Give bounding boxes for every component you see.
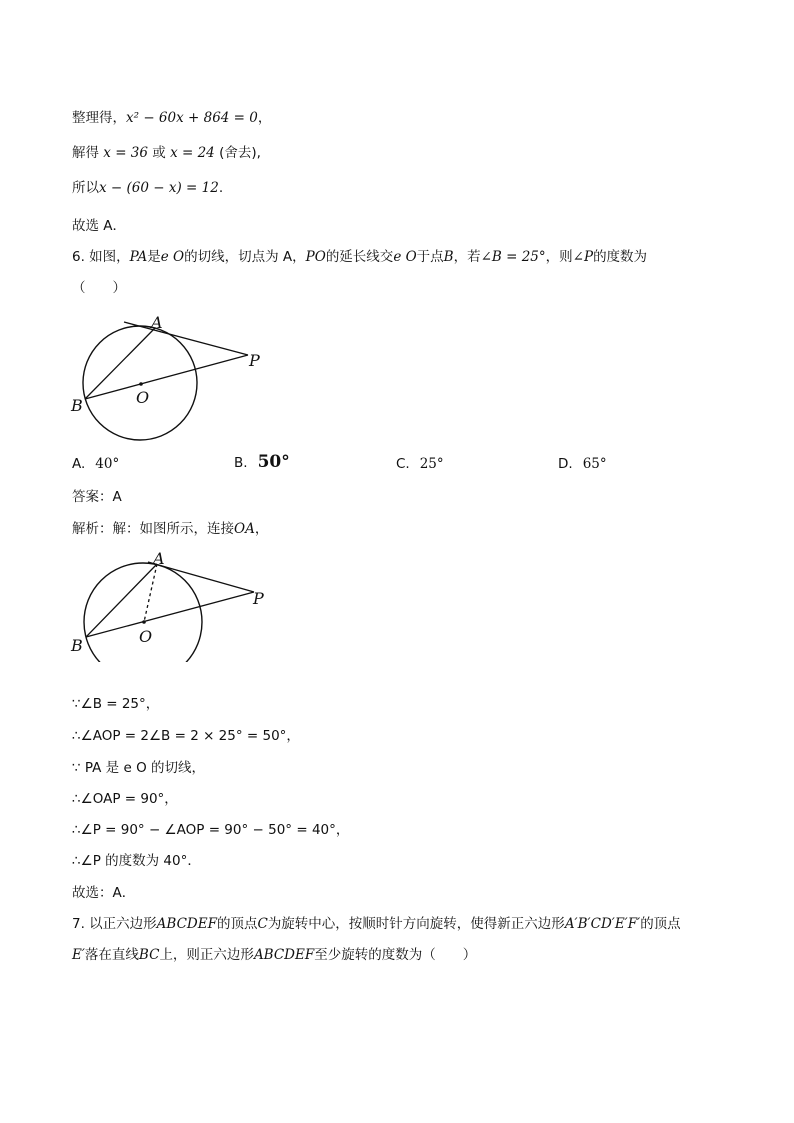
text: 或 [152, 145, 166, 161]
text: 的切线，切点为 A， [184, 249, 306, 265]
equation: x − (60 − x) = 12 [99, 180, 219, 196]
label-p: P [249, 351, 260, 370]
label-b: B [71, 396, 83, 415]
solution-line-roots [72, 143, 261, 163]
analysis-step-4: ∴∠OAP = 90°， [72, 791, 178, 807]
analysis-step-2: ∴∠AOP = 2∠B = 2 × 25° = 50°， [72, 728, 300, 744]
analysis-step-6: ∴∠P 的度数为 40°． [72, 853, 201, 869]
text: 的顶点 [216, 916, 258, 932]
math: e O [393, 249, 417, 265]
text: 上，则正六边形 [159, 947, 254, 963]
text: 的延长线交 [325, 249, 394, 265]
text: ， [257, 110, 272, 126]
option-value: 65° [582, 456, 607, 472]
option-b[interactable] [234, 452, 290, 472]
question6-stem [72, 247, 647, 267]
text: 的度数为 [593, 249, 648, 265]
equation: x = 24 [170, 145, 215, 161]
math: A′B′CD′E′F′ [564, 916, 641, 932]
text: 于点 [416, 249, 444, 265]
text: 所以 [72, 180, 99, 196]
text: . [218, 180, 224, 196]
label-o: O [139, 627, 153, 646]
analysis-figure [66, 548, 276, 662]
question6-analysis-intro [72, 519, 268, 539]
option-value: 40° [95, 456, 120, 472]
text: 解得 [72, 145, 99, 161]
label-a: A [151, 313, 163, 332]
option-label: D. [558, 456, 573, 472]
question6-answer: 答案：A [72, 489, 122, 505]
option-a[interactable] [72, 456, 119, 472]
analysis-step-3: ∵ PA 是 e O 的切线， [72, 760, 205, 776]
text: ，则 [545, 249, 573, 265]
text: 为旋转中心，按顺时针方向旋转，使得新正六边形 [267, 916, 565, 932]
question6-blank: （ ） [72, 280, 126, 296]
text: 的顶点 [640, 916, 681, 932]
question7-stem-line1 [72, 914, 681, 934]
solution-line-equation [72, 108, 271, 128]
solution-answer: 故选 A． [72, 218, 127, 234]
math: OA [234, 521, 255, 537]
text: 整理得， [72, 110, 126, 126]
math: C [257, 916, 268, 932]
math: PA [129, 249, 148, 265]
point-o [142, 620, 146, 624]
analysis-step-5: ∴∠P = 90° − ∠AOP = 90° − 50° = 40°， [72, 822, 350, 838]
question7-stem-line2 [72, 945, 476, 965]
line-bp [86, 592, 254, 637]
label-p: P [253, 589, 264, 608]
option-value: 25° [419, 456, 444, 472]
point-o [139, 382, 143, 386]
question6-figure [66, 310, 276, 450]
analysis-final: 故选：A． [72, 885, 136, 901]
text: (舍去), [219, 145, 261, 161]
label-a: A [153, 549, 165, 568]
math: ∠P [572, 249, 594, 265]
math: ABCDEF [156, 916, 217, 932]
math: e O [160, 249, 185, 265]
label-o: O [136, 388, 150, 407]
line-bp [85, 355, 248, 399]
option-label: C. [396, 456, 410, 472]
text: 解析：解：如图所示，连接 [72, 521, 234, 537]
option-label: A. [72, 456, 86, 472]
equation: x² − 60x + 864 = 0 [126, 110, 258, 126]
solution-line-result [72, 178, 223, 198]
option-d[interactable] [558, 456, 607, 472]
math: ABCDEF [253, 947, 315, 963]
math: ∠B = 25° [480, 249, 546, 265]
option-label: B. [234, 455, 248, 471]
label-b: B [71, 636, 83, 655]
option-value: 50° [257, 452, 290, 472]
text: 6. 如图， [72, 249, 130, 265]
math: PO [305, 249, 326, 265]
text: ，若 [453, 249, 481, 265]
equation: x = 36 [103, 145, 148, 161]
text: 至少旋转的度数为（ ） [314, 947, 477, 963]
text: ， [254, 521, 269, 537]
math: BC [138, 947, 160, 963]
text: 7. 以正六边形 [72, 916, 157, 932]
line-oa-dashed [144, 564, 157, 622]
math: E′ [72, 947, 85, 963]
option-c[interactable] [396, 456, 444, 472]
math: B [443, 249, 454, 265]
text: 是 [147, 249, 161, 265]
analysis-step-1: ∵∠B = 25°， [72, 696, 160, 712]
text: 落在直线 [84, 947, 139, 963]
